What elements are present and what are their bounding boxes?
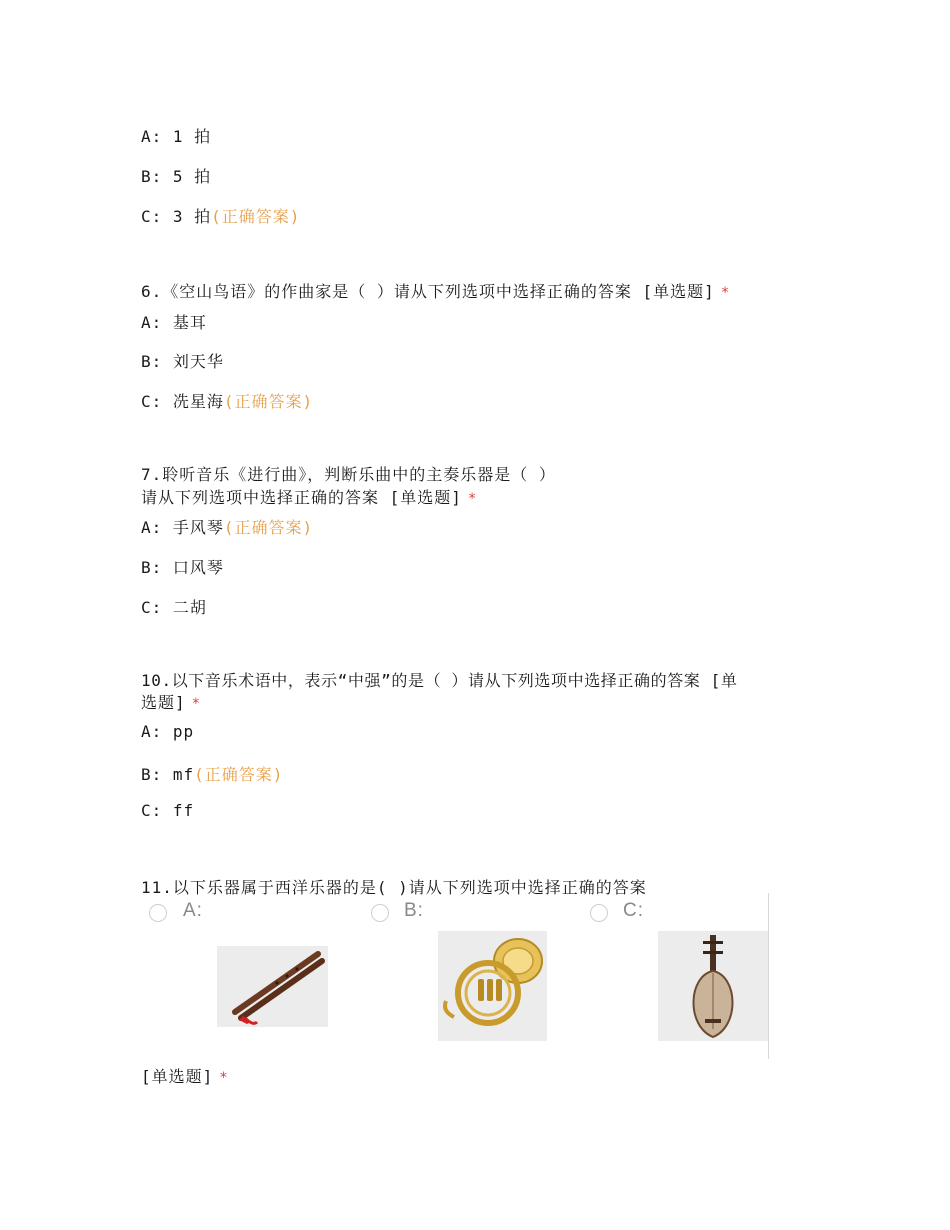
required-marker: *	[467, 491, 478, 507]
option-a: A: 1 拍	[141, 127, 212, 146]
option-b: B: 5 拍	[141, 167, 212, 186]
required-marker: *	[219, 1070, 229, 1086]
question-title-line2: 选题] *	[141, 693, 202, 712]
option-a: A: pp	[141, 722, 195, 741]
required-marker: *	[191, 696, 202, 712]
option-b: B: mf(正确答案)	[141, 765, 284, 784]
option-b: B: 刘天华	[141, 352, 224, 371]
option-b-label: B:	[404, 900, 424, 921]
column-divider	[768, 893, 769, 1059]
question-title: 6.《空山鸟语》的作曲家是（ ）请从下列选项中选择正确的答案 [单选题] *	[141, 282, 731, 301]
option-b: B: 口风琴	[141, 558, 224, 577]
required-marker: *	[720, 285, 731, 301]
option-a: A: 手风琴(正确答案)	[141, 518, 314, 537]
question-title: 7.聆听音乐《进行曲》，判断乐曲中的主奏乐器是（ ）	[141, 465, 556, 484]
option-c-label: C:	[623, 900, 644, 921]
correct-answer-marker: (正确答案)	[223, 518, 314, 537]
bamboo-flute-image[interactable]	[217, 946, 328, 1027]
pipa-image[interactable]	[658, 931, 768, 1041]
correct-answer-marker: (正确答案)	[211, 207, 301, 226]
radio-option-c[interactable]	[590, 904, 608, 922]
radio-option-b[interactable]	[371, 904, 389, 922]
option-c: C: 冼星海(正确答案)	[141, 392, 314, 411]
question-title: 10.以下音乐术语中，表示“中强”的是（ ）请从下列选项中选择正确的答案 [单	[141, 671, 738, 690]
option-c: C: ff	[141, 801, 195, 820]
option-c: C: 3 拍(正确答案)	[141, 207, 301, 226]
correct-answer-marker: (正确答案)	[194, 765, 284, 784]
question-title: 11.以下乐器属于西洋乐器的是( )请从下列选项中选择正确的答案	[141, 878, 647, 897]
question-title-line2: 请从下列选项中选择正确的答案 [单选题] *	[141, 488, 478, 507]
french-horn-image[interactable]	[438, 931, 547, 1041]
option-a: A: 基耳	[141, 313, 207, 332]
question-type-tag: [单选题] *	[141, 1067, 229, 1086]
option-a-label: A:	[183, 900, 203, 921]
correct-answer-marker: (正确答案)	[223, 392, 314, 411]
radio-option-a[interactable]	[149, 904, 167, 922]
option-c: C: 二胡	[141, 598, 207, 617]
